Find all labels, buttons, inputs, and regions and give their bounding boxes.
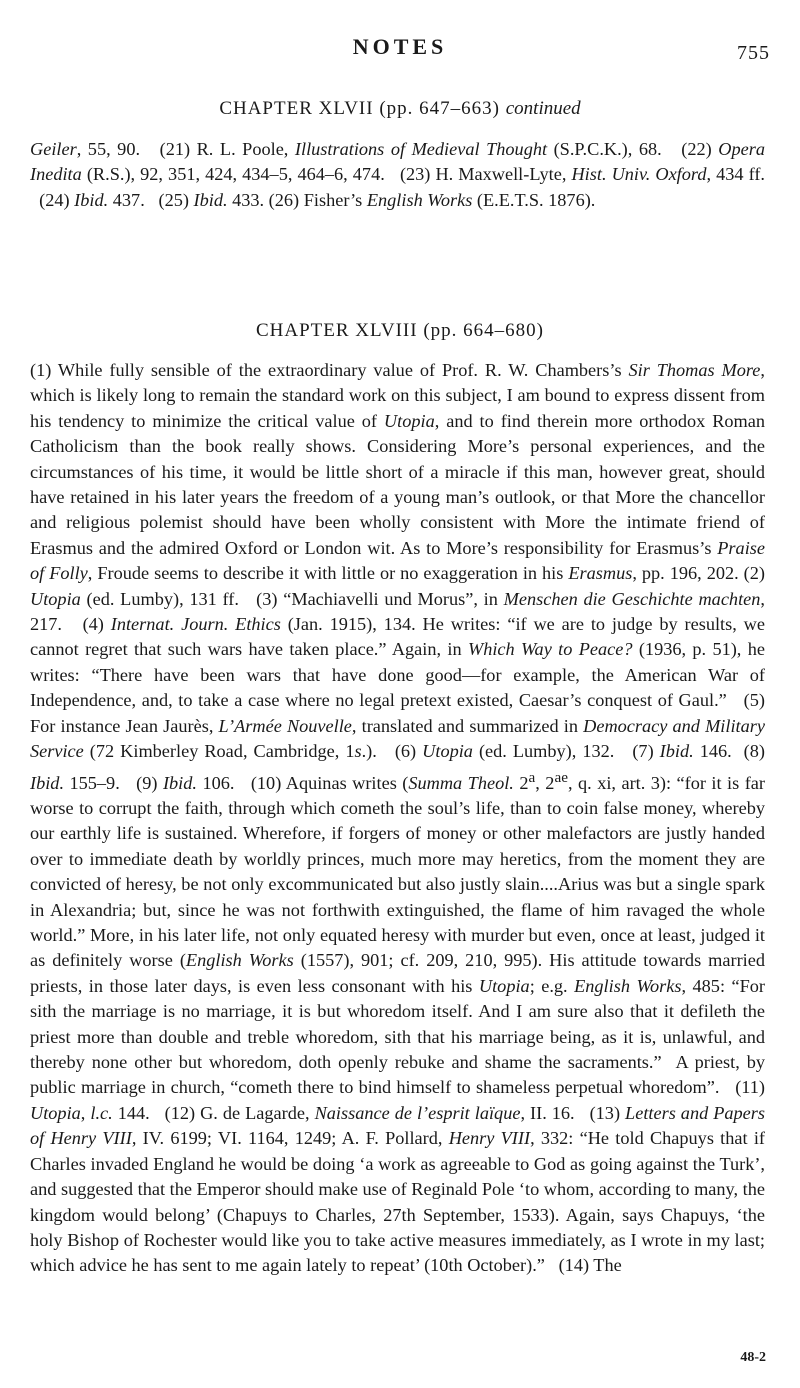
- chapter-48-heading: CHAPTER XLVIII (pp. 664–680): [255, 320, 544, 341]
- chapter-47-notes: Geiler, 55, 90. (21) R. L. Poole, Illustrations of Medieval Thought (S.P.C.K.), 68. (22) Opera Inedita (R.S.), 92, 351, 424, 434–5, 464–6, 474. (23) H. Maxwell-Lyte, Hist. Univ. Oxford, 434 ff. (24) Ibid. 437. (25) Ibid. 433. (26) Fisher’s English Works (E.E.T.S. 1876).: [30, 139, 765, 210]
- running-head: NOTES: [352, 34, 448, 59]
- chapter-48-notes: (1) While fully sensible of the extraordinary value of Prof. R. W. Chambers’s Sir Thomas More, which is likely long to remain the standard work on this subject, I am bound to express dissent from his tendency to minimize the critical value of Utopia, and to find therein more orthodox Roman Catholicism than the book really shows. Considering More’s personal experiences, and the circumstances of his time, it would be little short of a miracle if this man, however great, should have retained in his later years the freedom of a young man’s outlook, or that More the chancellor and religious polemist should have been wholly consistent with More the intimate friend of Erasmus and the admired Oxford or London wit. As to More’s responsibility for Erasmus’s Praise of Folly, Froude seems to describe it with little or no exaggeration in his Erasmus, pp. 196, 202. (2) Utopia (ed. Lumby), 131 ff. (3) “Machiavelli und Morus”, in Menschen die Geschichte machten, 217. (4) Internat. Journ. Ethics (Jan. 1915), 134. He writes: “if we are to judge by results, we cannot regret that such wars have taken place.” Again, in Which Way to Peace? (1936, p. 51), he writes: “There have been wars that have done good—for example, the American War of Independence, and, to take a case where no legal pretext existed, Caesar’s conquest of Gaul.” (5) For instance Jean Jaurès, L’Armée Nouvelle, translated and summarized in Democracy and Military Service (72 Kimberley Road, Cambridge, 1s.). (6) Utopia (ed. Lumby), 132. (7) Ibid. 146. (8) Ibid. 155–9. (9) Ibid. 106. (10) Aquinas writes (Summa Theol. 2$^a$, $2^{ae}$, q. xi, art. 3): “for it is far worse to corrupt the faith, through which cometh the soul’s life, than to coin false money, whereby our earthly life is sustained. Wherefore, if forgers of money or other malefactors are justly handed over to immediate death by worldly princes, much more may heretics, from the moment they are convicted of heresy, be not only excommunicated but also justly slain....Arius was but a single spark in Alexandria; but, since he was not forthwith extinguished, the flame of him ravaged the whole world.” More, in his later life, not only equated heresy with murder but even, once at least, judged it as definitely worse (English Works (1557), 901; cf. 209, 210, 995). His attitude towards married priests, in those later days, is even less consonant with his Utopia; e.g. English Works, 485: “For sith the marriage is no marriage, it is but whoredom itself. And I am sure also that it defileth the priest more than double and treble whoredom, sith that his marriage being, as it is, unlawful, and thereby none other but whoredom, doth openly rebuke and shame the sacraments.” A priest, by public marriage in church, “cometh there to bind himself to shameless perpetual whoredom”. (11) Utopia, l.c. 144. (12) G. de Lagarde, Naissance de l’esprit laïque, II. 16. (13) Letters and Papers of Henry VIII, IV. 6199; VI. 1164, 1249; A. F. Pollard, Henry VIII, 332: “He told Chapuys that if Charles invaded England he would be doing ‘a work as agreeable to God as going against the Turk’, and suggested that the Emperor should make use of Reginald Pole ‘to whom, according to many, the kingdom would belong’ (Chapuys to Charles, 27th September, 1533). Again, says Chapuys, ‘the holy Bishop of Rochester would like you to take active measures immediately, as I wrote in my last; which advice he has sent to me again lately to repeat’ (10th October).” (14) The: [30, 360, 766, 1276]
- chapter-47-heading: [0, 98, 800, 120]
- chapter-47-continued: continued: [505, 98, 581, 119]
- chapter-48-heading-row: [0, 320, 800, 342]
- chapter-47-heading-row: [0, 98, 800, 120]
- chapter-47-heading-text: CHAPTER XLVII (pp. 647–663): [219, 98, 500, 119]
- signature-mark: 48-2: [740, 1350, 766, 1365]
- page-number: 755: [737, 42, 770, 64]
